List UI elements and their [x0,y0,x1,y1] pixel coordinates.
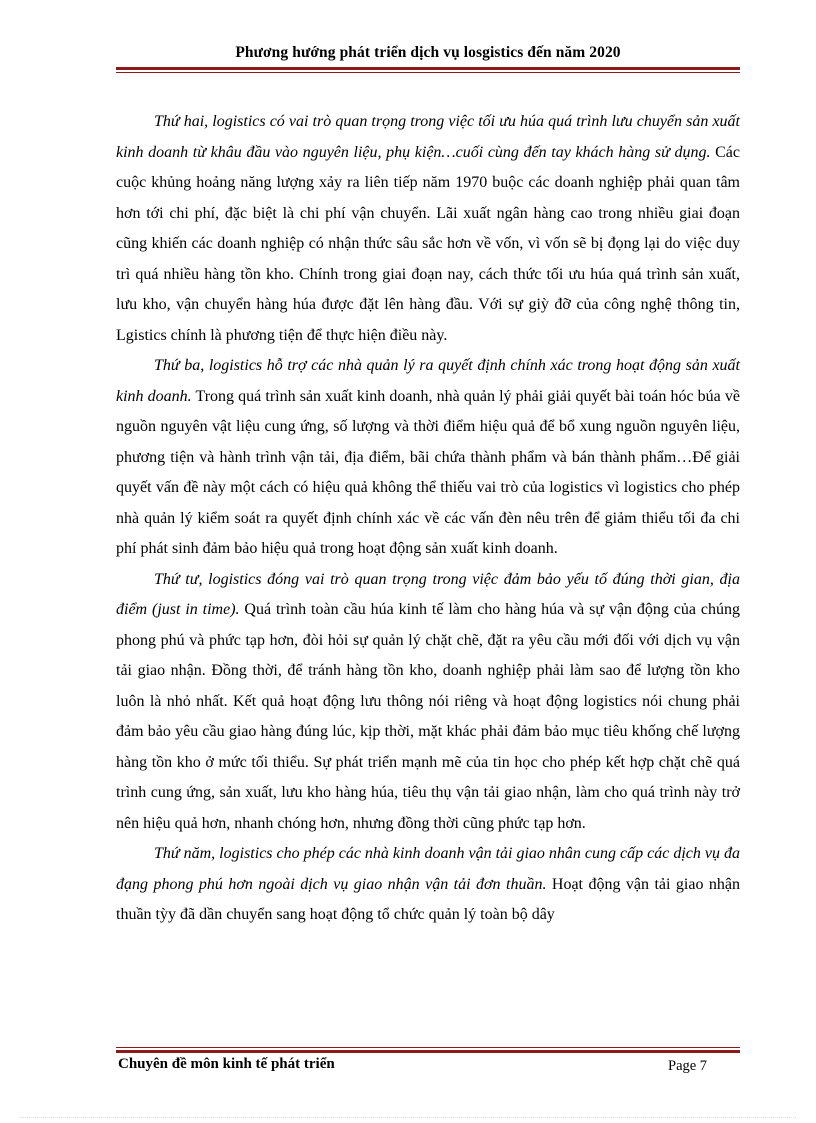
paragraph-second-role [116,107,740,351]
paragraph-lead: Thứ tư, logistics đóng vai trò quan trọng trong việc đảm bảo yếu tố đúng thời gian, địa điểm (just in time). [116,570,740,618]
page-number: Page 7 [668,1058,708,1074]
paragraph-lead: Thứ ba, logistics hỗ trợ các nhà quản lý ra quyết định chính xác trong hoạt động sản xuất kinh doanh. [116,357,740,405]
document-body [116,107,740,931]
paragraph-text: Các cuộc khủng hoảng năng lượng xảy ra liên tiếp năm 1970 buộc các doanh nghiệp phải quan tâm hơn tới chi phí, đặc biệt là chi phí vận chuyển. Lãi xuất ngân hàng cao trong nhiều giai đoạn cũng khiến các doanh nghiệp có nhận thức sâu sắc hơn về vốn, vì vốn sẽ bị đọng lại do việc duy trì quá nhiều hàng tồn kho. Chính trong giai đoạn nay, cách thức tối ưu húa quá trình sản xuất, lưu kho, vận chuyển hàng húa được đặt lên hàng đầu. Với sự giỳ đỡ của công nghệ thông tin, Lgistics chính là phương tiện để thực hiện điều này. [116,143,741,344]
paragraph-third-role [116,351,740,565]
paragraph-fifth-role [116,839,740,931]
footer-rule-thin [116,1047,740,1048]
paragraph-lead: Thứ năm, logistics cho phép các nhà kinh doanh vận tải giao nhân cung cấp các dịch vụ đa đạng phong phú hơn ngoài dịch vụ giao nhận vận tải đơn thuần. [116,845,740,893]
footer-rule-thick [116,1050,740,1053]
footer-course-title: Chuyên đề môn kinh tế phát triển [118,1056,335,1072]
page-edge-line [20,1117,796,1118]
paragraph-lead: Thứ hai, logistics có vai trò quan trọng trong việc tối ưu húa quá trình lưu chuyển sản xuất kinh doanh từ khâu đầu vào nguyên liệu, phụ kiện…cuối cùng đến tay khách hàng sử dụng. [116,113,740,161]
page-header-title: Phương hướng phát triển dịch vụ losgistics đến năm 2020 [235,44,621,61]
header-rule-thin [116,72,740,73]
paragraph-fourth-role [116,565,740,840]
paragraph-text: Quá trình toàn cầu húa kinh tế làm cho hàng húa và sự vận động của chúng phong phú và phức tạp hơn, đòi hỏi sự quản lý chặt chẽ, đặt ra yêu cầu mới đối với dịch vụ vận tải giao nhận. Đồng thời, để tránh hàng tồn kho, doanh nghiệp phải làm sao để lượng tồn kho luôn là nhỏ nhất. Kết quả hoạt động lưu thông nói riêng và hoạt động logistics nói chung phải đảm bảo yêu cầu giao hàng đúng lúc, kịp thời, mặt khác phải đảm bảo mục tiêu khống chế lượng hàng tồn kho ở mức tối thiểu. Sự phát triển mạnh mẽ của tin học cho phép kết hợp chặt chẽ quá trình cung ứng, sản xuất, lưu kho hàng húa, tiêu thụ vận tải giao nhận, làm cho quá trình này trở nên hiệu quả hơn, nhanh chóng hơn, nhưng đồng thời cũng phức tạp hơn. [116,601,741,832]
header-rule-thick [116,67,740,70]
paragraph-text: Hoạt động vận tải giao nhận thuần tỳy đã dần chuyển sang hoạt động tổ chức quản lý toàn bộ dây [116,875,740,923]
paragraph-text: Trong quá trình sản xuất kinh doanh, nhà quản lý phải giải quyết bài toán hóc búa về nguồn nguyên vật liệu cung ứng, số lượng và thời điểm hiệu quả để bổ xung nguồn nguyên liệu, phương tiện và hành trình vận tải, địa điểm, bãi chứa thành phẩm và bán thành phẩm…Để giải quyết vấn đề này một cách có hiệu quả không thể thiếu vai trò của logistics vì logistics cho phép nhà quản lý kiểm soát ra quyết định chính xác về các vấn đèn nêu trên để giảm thiểu tối đa chi phí phát sinh đảm bảo hiệu quả trong hoạt động sản xuất kinh doanh. [116,387,741,557]
